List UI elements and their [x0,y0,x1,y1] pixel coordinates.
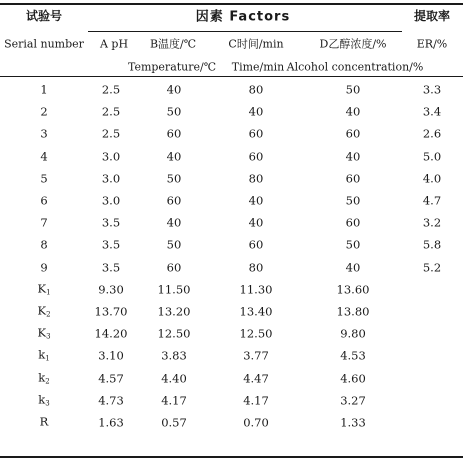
table-cell: 50 [345,82,361,97]
analysis-cell: 12.50 [157,326,191,341]
analysis-label: K [37,281,47,296]
analysis-label-cell [38,394,49,407]
analysis-label: R [39,414,49,429]
analysis-label-subscript: 2 [45,377,50,386]
analysis-label: K [37,325,47,340]
analysis-cell: 9.80 [340,326,366,341]
serial-number-cell: 1 [40,82,48,97]
table-cell: 3.5 [101,237,121,252]
table-cell: 60 [248,148,264,163]
analysis-cell: 13.20 [157,304,191,319]
serial-number-cell: 6 [40,193,48,208]
analysis-label-subscript: 3 [46,332,51,341]
table-cell: 50 [166,104,182,119]
table-cell: 5.2 [422,259,442,274]
analysis-cell: 14.20 [94,326,128,341]
serial-number-cell: 7 [40,215,48,230]
factor-d-header-en: Alcohol concentration/% [286,60,424,74]
table-cell: 40 [166,215,182,230]
table-cell: 3.3 [422,82,442,97]
table-cell: 40 [166,82,182,97]
analysis-label: k [38,347,46,362]
table-cell: 3.2 [422,215,442,230]
analysis-label: k [38,370,46,385]
analysis-cell: 4.53 [340,348,366,363]
table-cell: 50 [166,171,182,186]
analysis-cell: 4.60 [340,370,366,385]
table-cell: 2.5 [101,126,121,141]
analysis-cell: 4.40 [161,370,187,385]
factor-b-header-en: Temperature/℃ [127,60,217,74]
analysis-label-cell [37,303,51,319]
table-cell: 80 [248,171,264,186]
serial-number-cell: 8 [40,237,48,252]
serial-number-cell: 4 [40,148,48,163]
table-cell: 40 [248,215,264,230]
table-cell: 60 [166,259,182,274]
factor-d-header: D乙醇浓度/% [319,37,387,51]
analysis-label-cell [39,414,49,430]
analysis-label-cell [38,347,50,363]
factors-rule [88,31,402,32]
analysis-cell: 4.47 [243,370,269,385]
analysis-cell: 9.30 [98,282,124,297]
factor-c-header-en: Time/min [231,60,285,74]
serial-number-cell: 5 [40,171,48,186]
serial-header-en: Serial number [4,37,84,51]
table-cell: 3.0 [101,193,121,208]
analysis-cell: 11.50 [157,282,191,297]
table-cell: 40 [345,104,361,119]
analysis-cell: 12.50 [239,326,273,341]
analysis-cell: 4.17 [161,393,187,408]
top-rule [0,3,463,5]
analysis-label: K [37,303,47,318]
table-cell: 40 [248,104,264,119]
factor-b-header: B温度/℃ [149,37,197,51]
table-cell: 3.5 [101,259,121,274]
analysis-cell: 0.70 [243,415,269,430]
table-cell: 80 [248,259,264,274]
serial-number-cell: 9 [40,259,48,274]
table-cell: 2.5 [101,104,121,119]
table-cell: 60 [345,215,361,230]
analysis-label-subscript: 3 [45,399,50,408]
table-cell: 60 [166,126,182,141]
analysis-label-subscript: 2 [46,310,51,319]
table-cell: 3.0 [101,148,121,163]
analysis-cell: 3.77 [243,348,269,363]
table-cell: 40 [166,148,182,163]
table-cell: 4.7 [422,193,442,208]
analysis-label-cell [37,325,51,341]
factors-header: 因素 Factors [195,9,291,25]
factor-c-header: C时间/min [228,37,284,51]
table-cell: 2.6 [422,126,442,141]
analysis-label: k [38,392,46,407]
table-cell: 2.5 [101,82,121,97]
table-cell: 40 [248,193,264,208]
table-cell: 40 [345,259,361,274]
table-cell: 60 [345,171,361,186]
table-cell: 5.0 [422,148,442,163]
header-rule [0,76,463,77]
factor-a-header: A pH [99,37,129,51]
analysis-cell: 13.80 [336,304,370,319]
analysis-label-subscript: 1 [46,288,51,297]
table-cell: 50 [166,237,182,252]
table-cell: 5.8 [422,237,442,252]
serial-number-cell: 2 [40,104,48,119]
table-cell: 50 [345,237,361,252]
analysis-cell: 11.30 [239,282,273,297]
table-cell: 3.0 [101,171,121,186]
table-cell: 60 [166,193,182,208]
yield-header: 提取率 [413,9,451,23]
table-cell: 60 [248,237,264,252]
analysis-cell: 1.63 [98,415,124,430]
analysis-cell: 4.17 [243,393,269,408]
analysis-cell: 3.10 [98,348,124,363]
table-cell: 3.5 [101,215,121,230]
analysis-cell: 0.57 [161,415,187,430]
analysis-label-cell [37,283,50,296]
analysis-cell: 1.33 [340,415,366,430]
analysis-cell: 3.83 [161,348,187,363]
serial-header: 试验号 [25,9,63,23]
serial-number-cell: 3 [40,126,48,141]
analysis-cell: 13.40 [239,304,273,319]
table-cell: 40 [345,148,361,163]
analysis-label-cell [38,372,49,385]
table-cell: 3.4 [422,104,442,119]
analysis-label-subscript: 1 [45,354,50,363]
analysis-cell: 3.27 [340,393,366,408]
bottom-rule [0,456,463,458]
table-cell: 60 [345,126,361,141]
analysis-cell: 13.60 [336,282,370,297]
table-cell: 80 [248,82,264,97]
table-cell: 50 [345,193,361,208]
analysis-cell: 4.57 [98,370,124,385]
analysis-cell: 13.70 [94,304,128,319]
table-cell: 4.0 [422,171,442,186]
table-cell: 60 [248,126,264,141]
yield-header-en: ER/% [416,37,448,51]
analysis-cell: 4.73 [98,393,124,408]
